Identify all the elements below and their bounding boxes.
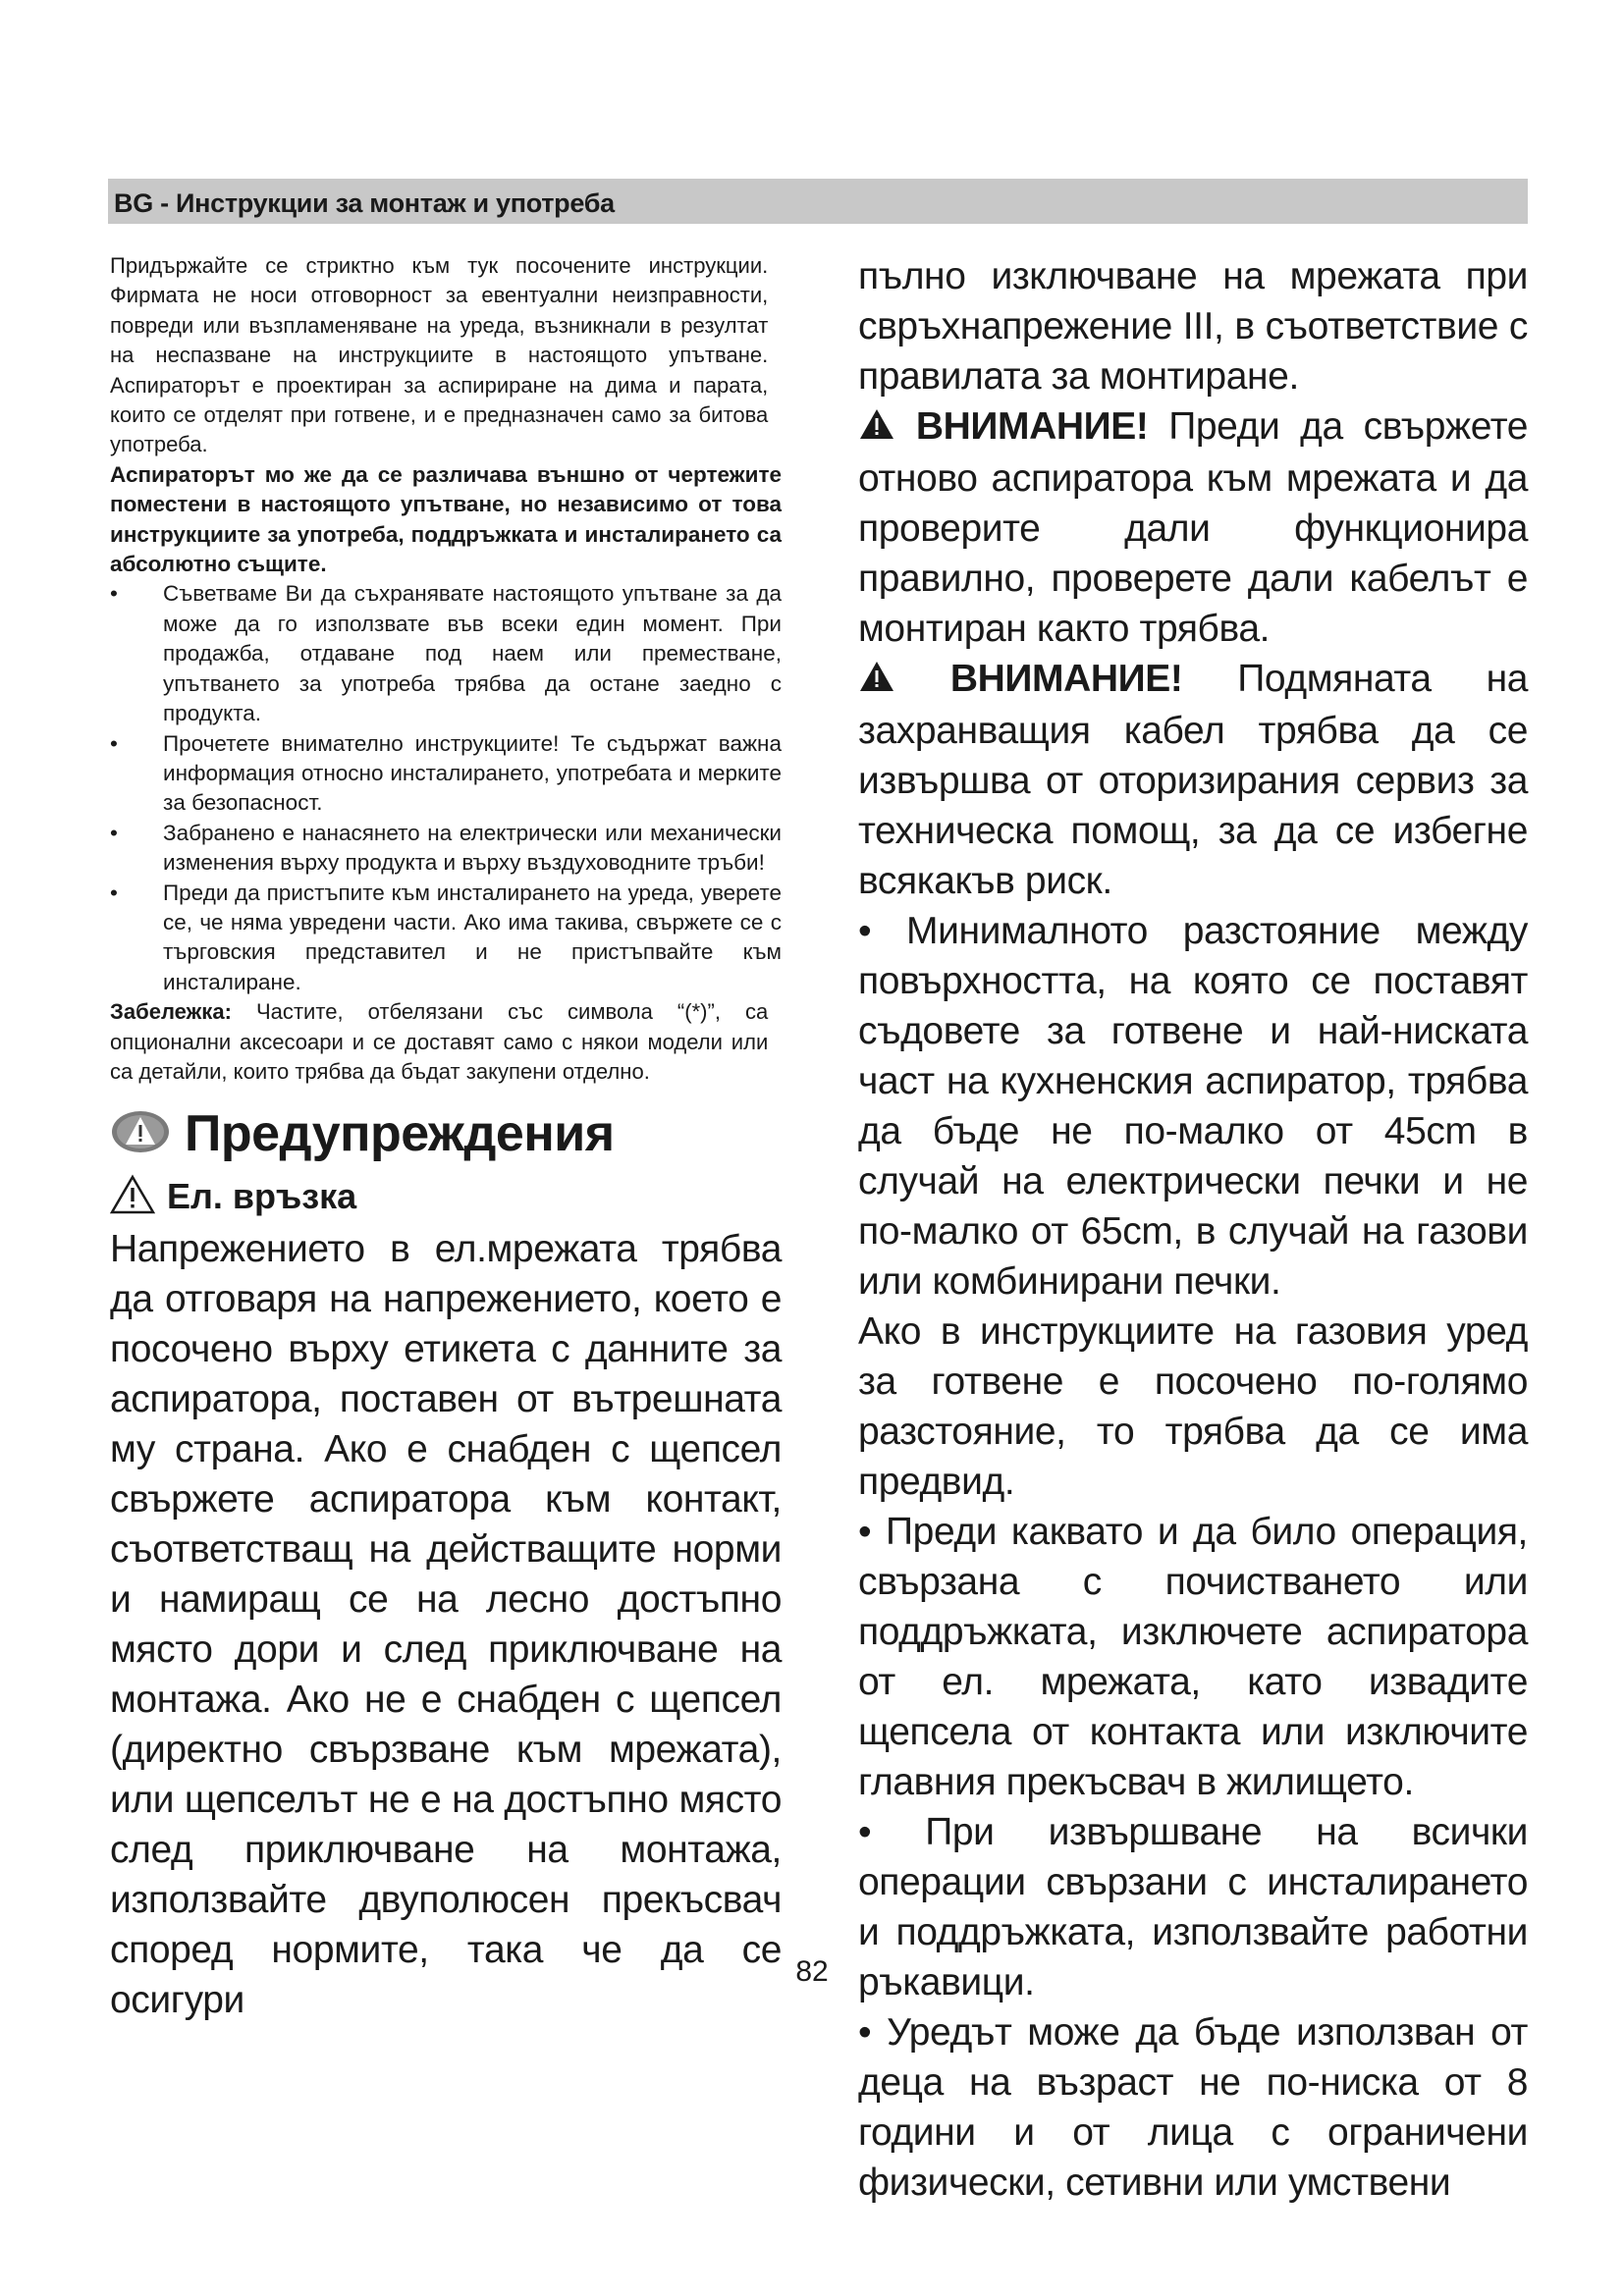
attention-text: Подмяната на захранващия кабел трябва да се извършва от оторизирания сервиз за техническа помощ, за да се избегне всякакъв риск. xyxy=(858,658,1528,903)
bullet-dot: • xyxy=(110,730,118,756)
bullet-dot: • xyxy=(110,880,118,905)
right-column xyxy=(858,251,1528,2208)
bullet-text: Съветваме Ви да съхранявате настоящото упътване за да може да го използвате във всеки един момент. При продажба, отдаване под наем или преместване, упътването за употреба трябва да остане заедно с продукта. xyxy=(163,581,782,726)
gas-note-paragraph: Ако в инструкциите на газовия уред за готвене е посочено по-голямо разстояние, то трябва да се има предвид. xyxy=(858,1310,1528,1504)
list-item xyxy=(110,729,782,819)
list-item xyxy=(110,579,782,728)
children-paragraph: • Уредът може да бъде използван от деца на възраст не по-ниска от 8 години и от лица с ограничени физически, сетивни или умствени xyxy=(858,2011,1528,2205)
intro-paragraph: Придържайте се стриктно към тук посочените инструкции. Фирмата не носи отговорност за евентуални неизправности, повреди или възпламеняване на уреда, възникнали в резултат на неспазване на инструкциите в настоящото упътване. Аспираторът е проектиран за аспириране на дима и парата, които се отделят при готвене, и е предназначен само за битова употреба. xyxy=(110,253,769,457)
intro-bullet-list xyxy=(110,579,782,997)
page-number: 82 xyxy=(795,1955,829,1988)
list-item xyxy=(110,879,782,998)
attention-paragraph-1 xyxy=(858,401,1528,654)
warning-triangle-icon xyxy=(858,656,895,706)
disconnect-paragraph: • Преди каквато и да било операция, свързана с почистването или поддръжката, изключете аспиратора от ел. мрежата, като извадите щепсела от контакта или изключите главния прекъсвач в жилището. xyxy=(858,1511,1528,1804)
electric-title: Ел. връзка xyxy=(167,1176,357,1217)
bullet-text: Прочетете внимателно инструкциите! Те съдържат важна информация относно инсталирането, употребата и мерките за безопасност. xyxy=(163,730,782,816)
continuation-paragraph: пълно изключване на мрежата при свръхнапрежение III, в съответствие с правилата за монтиране. xyxy=(858,255,1528,398)
gloves-paragraph: • При извършване на всички операции свързани с инсталирането и поддръжката, използвайте работни ръкавици. xyxy=(858,1811,1528,2004)
min-distance-paragraph: • Минималното разстояние между повърхността, на която се поставят съдовете за готвене и най-ниската част на кухненския аспиратор, трябва да бъде не по-малко от 45cm в случай на електрически печки и не по-малко от 65cm, в случай на газови или комбинирани печки. xyxy=(858,910,1528,1304)
warnings-heading xyxy=(110,1102,782,1165)
intro-bold-note: Аспираторът мо же да се различава външно от чертежите поместени в настоящото упътване, но независимо от това инструкциите за употреба, поддръжката и инсталирането са абсолютно същите. xyxy=(110,461,782,577)
warning-triangle-icon xyxy=(110,1174,155,1220)
left-column xyxy=(110,251,782,2025)
note-label: Забележка: xyxy=(110,999,232,1025)
attention-paragraph-2 xyxy=(858,654,1528,906)
bullet-dot: • xyxy=(110,820,118,845)
warning-circle-icon xyxy=(110,1109,171,1159)
attention-text: Преди да свържете отново аспиратора към мрежата и да проверите дали функционира правилно, проверете дали кабелът е монтиран както трябва. xyxy=(858,405,1529,651)
electric-paragraph: Напрежението в ел.мрежата трябва да отговаря на напрежението, което е посочено върху етикета с данните за аспиратора, поставен от вътрешната му страна. Ако е снабден с щепсел свържете аспиратора към контакт, съответстващ на действащите норми и намиращ се на лесно достъпно място дори и след приключване на монтажа. Ако не е снабден с щепсел (директно свързване към мрежата), или щепселът не е на достъпно място след приключване на монтажа, използвайте двуполюсен прекъсвач според нормите, така че да се осигури xyxy=(110,1228,782,2022)
header-title: BG - Инструкции за монтаж и употреба xyxy=(114,188,615,218)
note-text: Частите, отбелязани със символа “(*)”, са опционални аксесоари и се доставят само с някои модели или са детайли, които трябва да бъдат закупени отделно. xyxy=(110,999,769,1084)
attention-label: ВНИМАНИЕ! xyxy=(915,405,1149,448)
electric-heading xyxy=(110,1169,782,1224)
bullet-dot: • xyxy=(110,581,118,607)
bullet-text: Преди да пристъпите към инсталирането на уреда, уверете се, че няма увредени части. Ако има такива, свържете се с търговския представител и не пристъпвайте към инсталиране. xyxy=(163,880,782,994)
list-item xyxy=(110,819,782,879)
note-paragraph xyxy=(110,997,768,1087)
warnings-title: Предупреждения xyxy=(185,1105,615,1163)
warning-triangle-icon xyxy=(858,403,895,454)
bullet-text: Забранено е нанасянето на електрически или механически изменения върху продукта и върху въздуховодните тръби! xyxy=(163,820,782,876)
header-bar xyxy=(108,179,1528,224)
attention-label: ВНИМАНИЕ! xyxy=(949,658,1183,701)
